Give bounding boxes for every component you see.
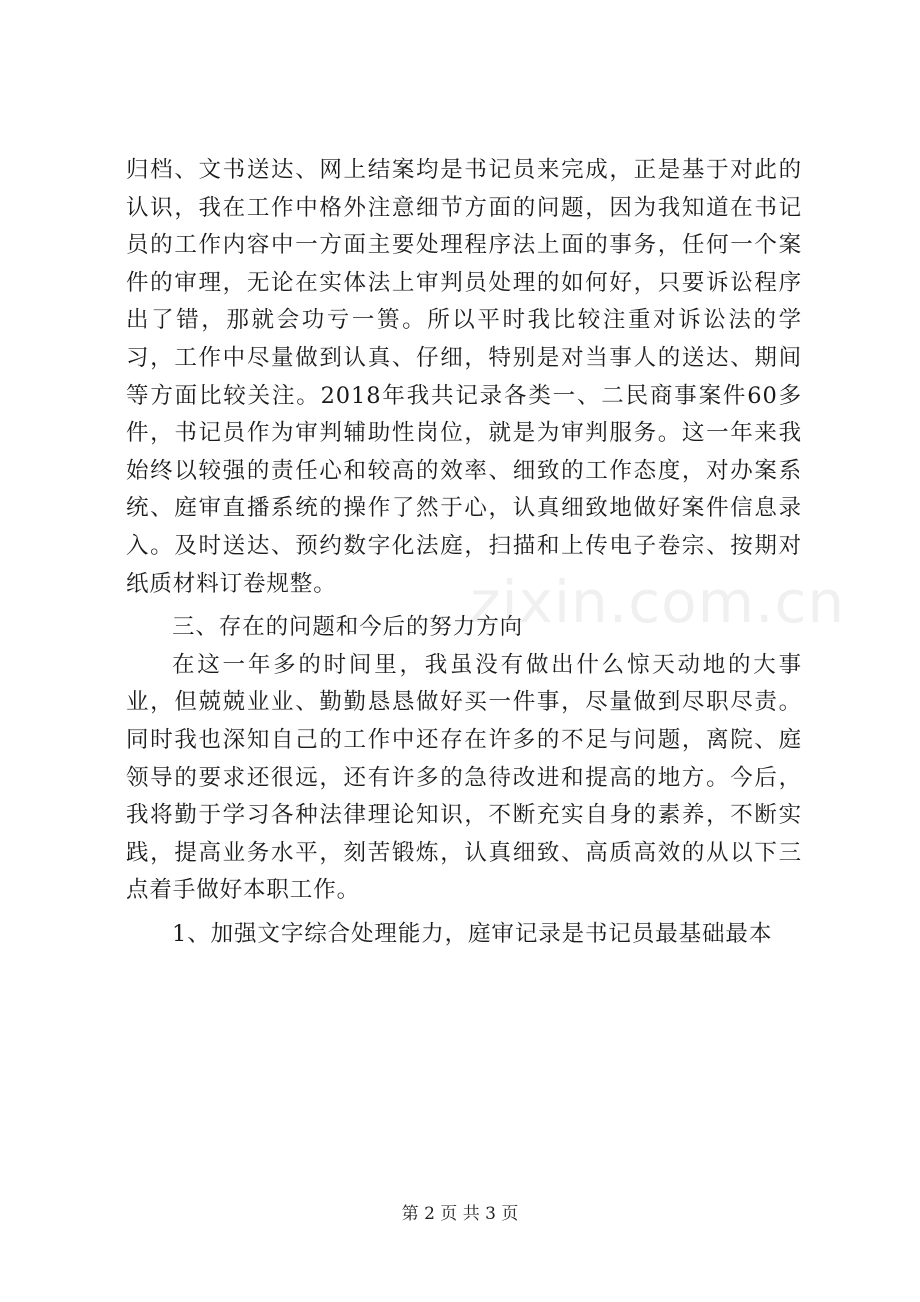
paragraph-continuation: 归档、文书送达、网上结案均是书记员来完成，正是基于对此的认识，我在工作中格外注意细节方面的问题，因为我知道在书记员的工作内容中一方面主要处理程序法上面的事务，任何一个案件的审理，无论在实体法上审判员处理的如何好，只要诉讼程序出了错，那就会功亏一篑。所以平时我比较注重对诉讼法的学习，工作中尽量做到认真、仔细，特别是对当事人的送达、期间等方面比较关注。2018年我共记录各类一、二民商事案件60多件，书记员作为审判辅助性岗位，就是为审判服务。这一年来我始终以较强的责任心和较高的效率、细致的工作态度，对办案系统、庭审直播系统的操作了然于心，认真细致地做好案件信息录入。及时送达、预约数字化法庭，扫描和上传电子卷宗、按期对纸质材料订卷规整。 xyxy=(126,157,802,597)
document-body xyxy=(126,152,802,953)
watermark: zixin.com.cn xyxy=(470,568,846,636)
paragraph-problems: 在这一年多的时间里，我虽没有做出什么惊天动地的大事业，但兢兢业业、勤勤恳恳做好买一件事，尽量做到尽职尽责。同时我也深知自己的工作中还存在许多的不足与问题，离院、庭领导的要求还很远，还有许多的急待改进和提高的地方。今后，我将勤于学习各种法律理论知识，不断充实自身的素养，不断实践，提高业务水平，刻苦锻炼，认真细致、高质高效的从以下三点着手做好本职工作。 xyxy=(126,651,802,904)
page-footer: 第 2 页 共 3 页 xyxy=(401,1204,519,1224)
section-heading: 三、存在的问题和今后的努力方向 xyxy=(172,614,524,641)
paragraph-point-1: 1、加强文字综合处理能力，庭审记录是书记员最基础最本 xyxy=(172,920,773,947)
